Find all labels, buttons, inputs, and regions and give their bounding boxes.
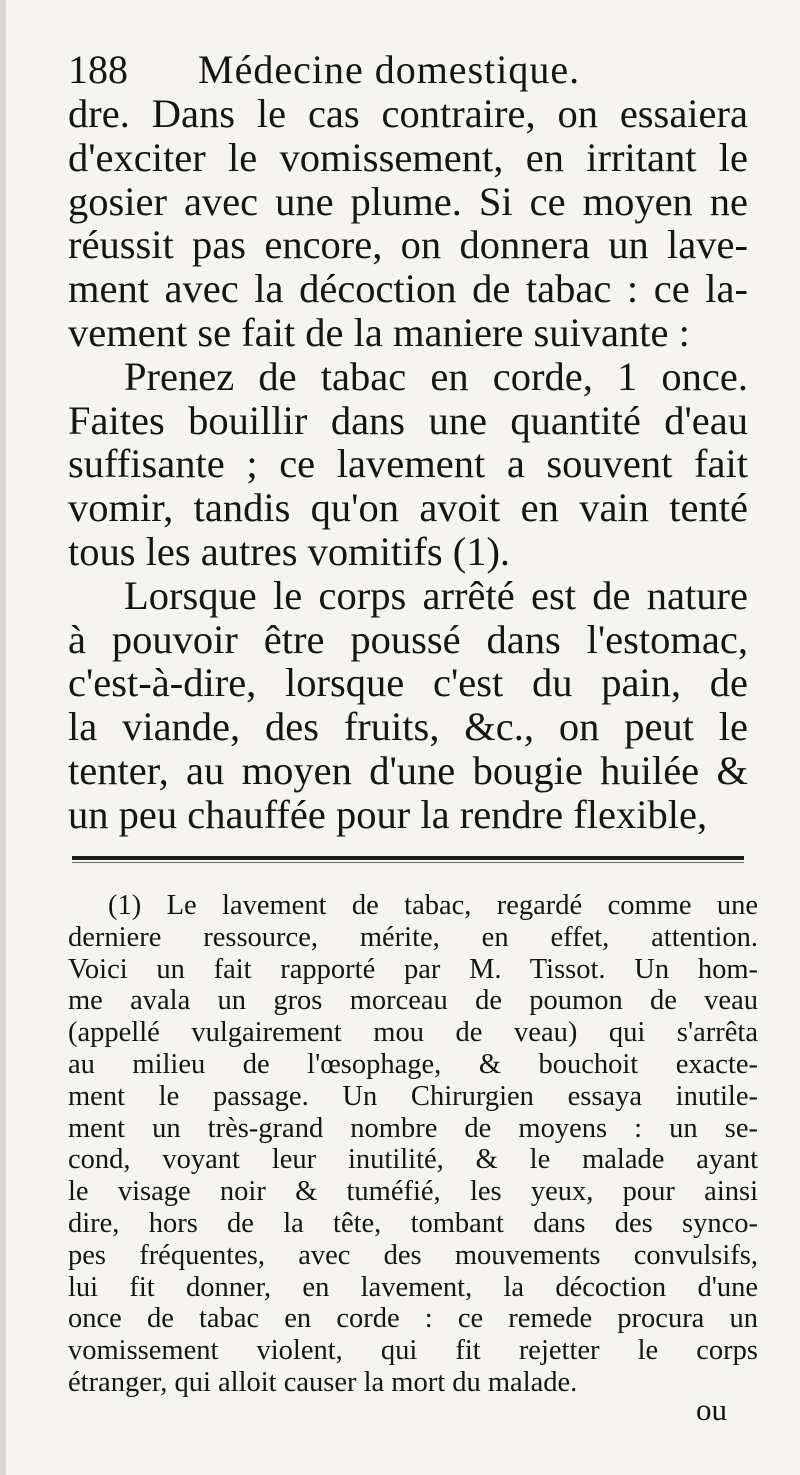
page-header [68, 46, 758, 94]
footnote-line: lui fit donner, en lavement, la décoction d'une [68, 1271, 758, 1303]
footnote-line: cond, voyant leur inutilité, & le malade ayant [68, 1144, 758, 1176]
text-line: suffisante ; ce lavement a souvent fait [68, 441, 748, 487]
footnote-line: ment le passage. Un Chirurgien essaya inutile- [68, 1080, 758, 1112]
text-line: gosier avec une plume. Si ce moyen ne [68, 178, 748, 224]
text-line: un peu chauffée pour la rendre flexible, [68, 791, 708, 837]
page-number: 188 [68, 47, 128, 92]
footnote-line: dire, hors de la tête, tombant dans des synco- [68, 1207, 758, 1239]
text-line: tenter, au moyen d'une bougie huilée & [68, 747, 748, 793]
text-line: dre. Dans le cas contraire, on essaiera [68, 91, 748, 136]
footnote-line: Voici un fait rapporté par M. Tissot. Un hom- [68, 953, 758, 985]
main-text [68, 92, 748, 837]
text-line: réussit pas encore, on donnera un lave- [68, 222, 748, 268]
text-line: Faites bouillir dans une quantité d'eau [68, 397, 748, 443]
text-line: ment avec la décoction de tabac : ce la- [68, 266, 748, 312]
footnote-line: le visage noir & tuméfié, les yeux, pour ainsi [68, 1176, 758, 1208]
text-line: c'est-à-dire, lorsque c'est du pain, de [68, 660, 748, 706]
text-line: vement se fait de la maniere suivante : [68, 309, 690, 355]
footnote-line: derniere ressource, mérite, en effet, attention. [68, 921, 758, 953]
footnote-line: ment un très-grand nombre de moyens : un se- [68, 1112, 758, 1144]
footnote-line: au milieu de l'œsophage, & bouchoit exacte- [68, 1048, 758, 1080]
text-line: tous les autres vomitifs (1). [68, 528, 511, 574]
footnote-line: me avala un gros morceau de poumon de veau [68, 985, 758, 1017]
running-title: Médecine domestique. [198, 47, 581, 92]
footnote-line: étranger, qui alloit causer la mort du malade. [68, 1366, 578, 1398]
footnote-text [68, 890, 758, 1399]
footnote-rule-thin [72, 862, 744, 863]
text-line: Lorsque le corps arrêté est de nature [124, 572, 748, 618]
text-line: vomir, tandis qu'on avoit en vain tenté [68, 485, 748, 531]
text-line: Prenez de tabac en corde, 1 once. [124, 353, 748, 399]
text-line: la viande, des fruits, &c., on peut le [68, 704, 748, 750]
footnote-rule [72, 856, 744, 860]
footnote-line: vomissement violent, qui fit rejetter le corps [68, 1335, 758, 1367]
footnote-line: once de tabac en corde : ce remede procura un [68, 1303, 758, 1335]
text-line: d'exciter le vomissement, en irritant le [68, 134, 748, 180]
footnote-line: (1) Le lavement de tabac, regardé comme une [108, 890, 758, 921]
footnote-line: pes fréquentes, avec des mouvements convulsifs, [68, 1239, 758, 1271]
catchword: ou [696, 1392, 727, 1427]
footnote-line: (appellé vulgairement mou de veau) qui s'arrêta [68, 1017, 758, 1049]
text-line: à pouvoir être poussé dans l'estomac, [68, 616, 748, 662]
